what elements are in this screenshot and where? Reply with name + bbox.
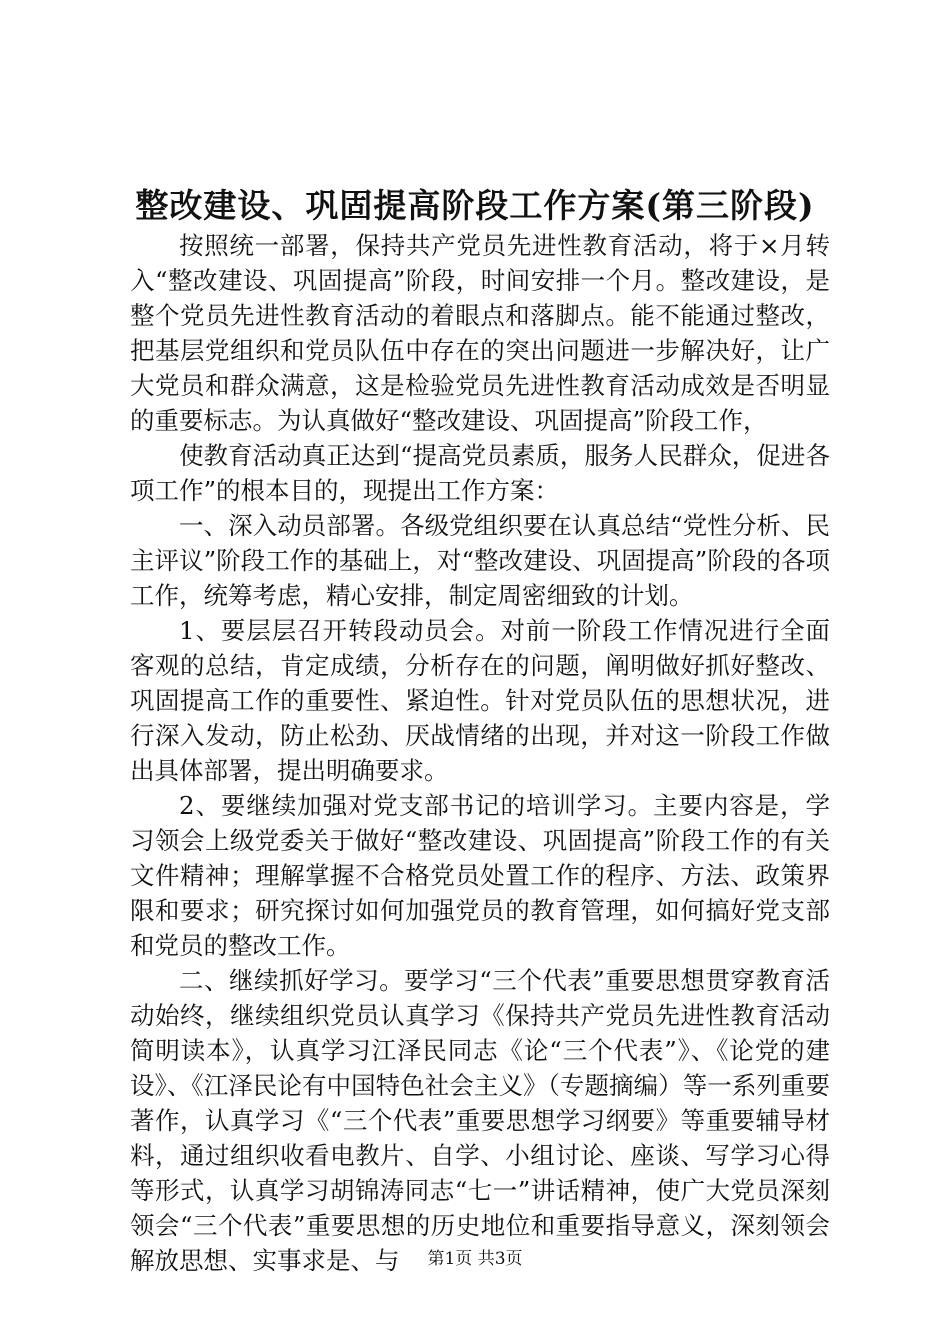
- document-body: [130, 228, 830, 1278]
- paragraph-4: 1、要层层召开转段动员会。对前一阶段工作情况进行全面客观的总结，肯定成绩，分析存在的问题，阐明做好抓好整改、巩固提高工作的重要性、紧迫性。针对党员队伍的思想状况，进行深入发动，防止松劲、厌战情绪的出现，并对这一阶段工作做出具体部署，提出明确要求。: [130, 616, 830, 785]
- paragraph-2: 使教育活动真正达到“提高党员素质，服务人民群众，促进各项工作”的根本目的，现提出工作方案：: [130, 441, 830, 505]
- paragraph-3: 一、深入动员部署。各级党组织要在认真总结“党性分析、民主评议”阶段工作的基础上，对“整改建设、巩固提高”阶段的各项工作，统筹考虑，精心安排，制定周密细致的计划。: [130, 511, 830, 610]
- paragraph-6: 二、继续抓好学习。要学习“三个代表”重要思想贯穿教育活动始终，继续组织党员认真学习《保持共产党员先进性教育活动简明读本》，认真学习江泽民同志《论“三个代表”》、《论党的建设》、《江泽民论有中国特色社会主义》（专题摘编）等一系列重要著作，认真学习《“三个代表”重要思想学习纲要》等重要辅导材料，通过组织收看电教片、自学、小组讨论、座谈、写学习心得等形式，认真学习胡锦涛同志“七一”讲话精神，使广大党员深刻领会“三个代表”重要思想的历史地位和重要指导意义，深刻领会解放思想、实事求是、与: [130, 966, 830, 1275]
- document-title: 整改建设、巩固提高阶段工作方案(第三阶段): [135, 186, 815, 225]
- paragraph-5: 2、要继续加强对党支部书记的培训学习。主要内容是，学习领会上级党委关于做好“整改建设、巩固提高”阶段工作的有关文件精神；理解掌握不合格党员处置工作的程序、方法、政策界限和要求；研究探讨如何加强党员的教育管理，如何搞好党支部和党员的整改工作。: [130, 791, 830, 960]
- page-footer: 第1页 共3页: [427, 1249, 523, 1269]
- paragraph-1: 按照统一部署，保持共产党员先进性教育活动，将于×月转入“整改建设、巩固提高”阶段，时间安排一个月。整改建设，是整个党员先进性教育活动的着眼点和落脚点。能不能通过整改，把基层党组织和党员队伍中存在的突出问题进一步解决好，让广大党员和群众满意，这是检验党员先进性教育活动成效是否明显的重要标志。为认真做好“整改建设、巩固提高”阶段工作，: [130, 231, 830, 435]
